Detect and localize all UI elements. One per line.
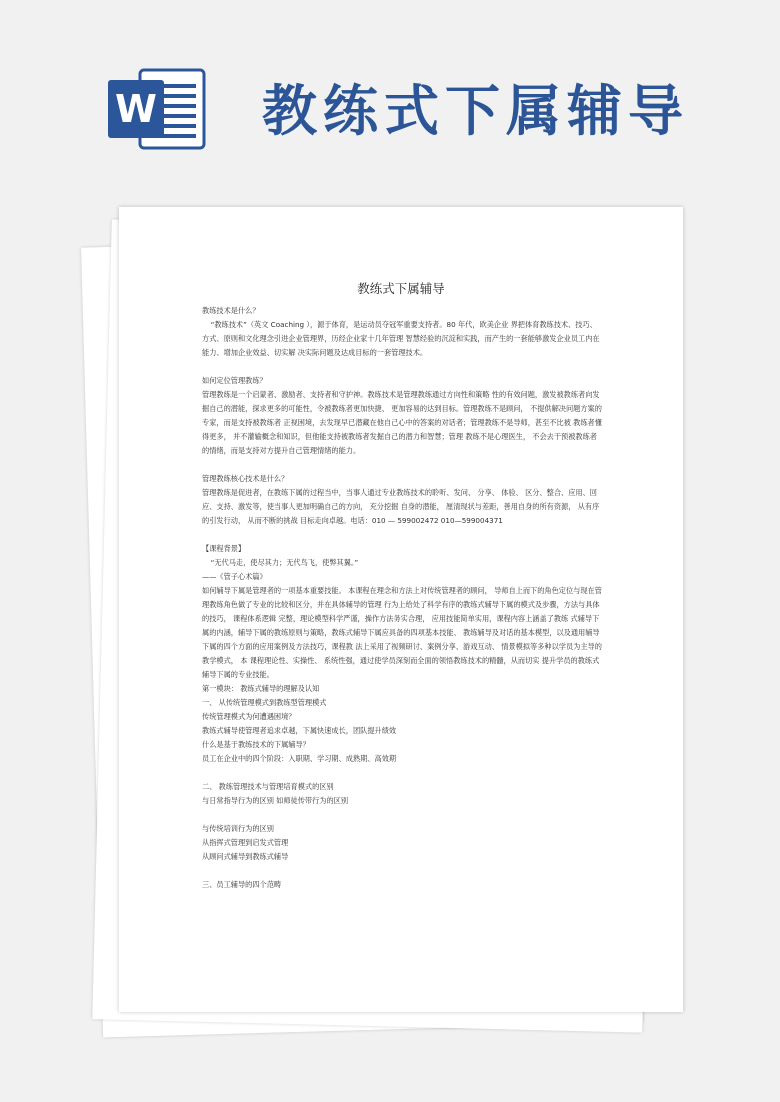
banner (0, 0, 780, 200)
paragraph: 二、 教练管理技术与管理培育模式的区别 (202, 782, 334, 791)
document-page (119, 207, 683, 1012)
banner-title: 教练式下属辅导 (262, 78, 690, 143)
paragraph: 与传统培训行为的区别 (202, 824, 274, 833)
paragraph: 教练技术是什么？ (202, 306, 260, 315)
paragraph: 管理教练是一个启蒙者、激励者、支持者和守护神。教练技术是管理教练通过方向性和策略 性的有效问题，激发被教练者向发掘自己的潜能，探求更多的可能性，令被教练者更加快捷、 更加容易的达到目标。管理教练不是顾问， 不提供解决问题方案的专家，而是支持被教练者 正视困境，去发现早已潜藏在他自己心中的答案的对话者；管理教练不是导师，甚至不比被 教练者懂得更多， 并不灌输概念和知识，但他能支持被教练者发掘自己的潜力和智慧；管理 教练不是心理医生， 不会去干预被教练者的情绪，而是支持对方提升自己管理情绪的能力。 (202, 390, 602, 455)
paragraph-gap (202, 808, 604, 822)
microsoft-word-icon (108, 68, 208, 150)
paragraph-gap (202, 864, 604, 878)
document-title: 教练式下属辅导 (357, 281, 445, 296)
paragraph-gap (202, 360, 604, 374)
paragraph-gap (202, 766, 604, 780)
paragraph: 什么是基于教练技术的下属辅导？ (202, 740, 310, 749)
paragraph: 第一模块： 教练式辅导的理解及认知 (202, 684, 320, 693)
paragraph: 管理教练是促进者，在教练下属的过程当中，当事人通过专业教练技术的聆听、发问、 分享、 体验、 区分、整合、应用、回应、支持、激发等，使当事人更加明确自己的方向， 充分挖掘 自身的潜能， 厘清现状与差距，善用自身的所有资源， 从有序的引发行动， 从而不断的挑战 目标走向卓越。电话：010 — 599002472 010—599004371 (202, 488, 600, 525)
paragraph: 一、 从传统管理模式到教练型管理模式 (202, 698, 327, 707)
paragraph: 与日常指导行为的区别 如师徒传带行为的区别 (202, 796, 349, 805)
paragraph: 从指挥式管理到启发式管理 (202, 838, 289, 847)
paragraph: 从顾问式辅导到教练式辅导 (202, 852, 289, 861)
paragraph: 员工在企业中的四个阶段：入职期、学习期、成熟期、高效期 (202, 754, 397, 763)
paragraph: 教练式辅导使管理者追求卓越，下属快速成长，团队提升绩效 (202, 726, 397, 735)
paragraph: ——《管子心术篇》 (202, 572, 267, 581)
paragraph-gap (202, 458, 604, 472)
paragraph: 如何辅导下属是管理者的一项基本重要技能。 本课程在理念和方法上对传统管理者的顾问， 导师自上而下的角色定位与现在管理教练角色做了专业的比较和区分，并在具体辅导的管理 行为上给处了科学有序的教练式辅导下属的模式及步骤，方法与具体的技巧， 课程体系逻辑 完整，理论模型科学严谨，操作方法务实合理， 应用技能简单实用，课程内容上涵盖了教练 式辅导下属的内涵，辅导下属的教练原则与策略，教练式辅导下属应具备的四项基本技能、 教练辅导及对话的基本模型，以及通用辅导下属的四个方面的应用案例及方法技巧，课程教 法上采用了视频研讨、案例分享、游戏互动、 情景模拟等多种以学员为主导的教学模式， 本 课程理论性、实操性、 系统性强，通过使学员深刻而全面的领悟教练技术的精髓，从而切实 提升学员的教练式辅导下属的专业技能。 (202, 586, 602, 679)
paragraph: 【课程背景】 (202, 544, 246, 553)
paragraph: 管理教练核心技术是什么？ (202, 474, 289, 483)
paragraph: 三、员工辅导的四个范畴 (202, 880, 282, 889)
paragraph: 传统管理模式为何遭遇困境？ (202, 712, 296, 721)
logo-letter: W (115, 87, 157, 131)
paragraph: “无代马走，使尽其力；无代鸟飞，使弊其翼。” (210, 558, 359, 567)
paragraph-gap (202, 528, 604, 542)
paragraph: “教练技术”（英文 Coaching ），源于体育，是运动员夺冠军重要支持者。80 年代，欧美企业 界把体育教练技术、技巧、方式、原则和文化理念引进企业管理界，历经企业家十几年管理 智慧经验的沉淀和实践，而产生的一套能够激发企业员工内在能力、增加企业效益、切实解 决实际问题及达成目标的一套管理技术。 (202, 320, 600, 357)
document-body (202, 304, 604, 892)
paragraph: 如何定位管理教练？ (202, 376, 267, 385)
